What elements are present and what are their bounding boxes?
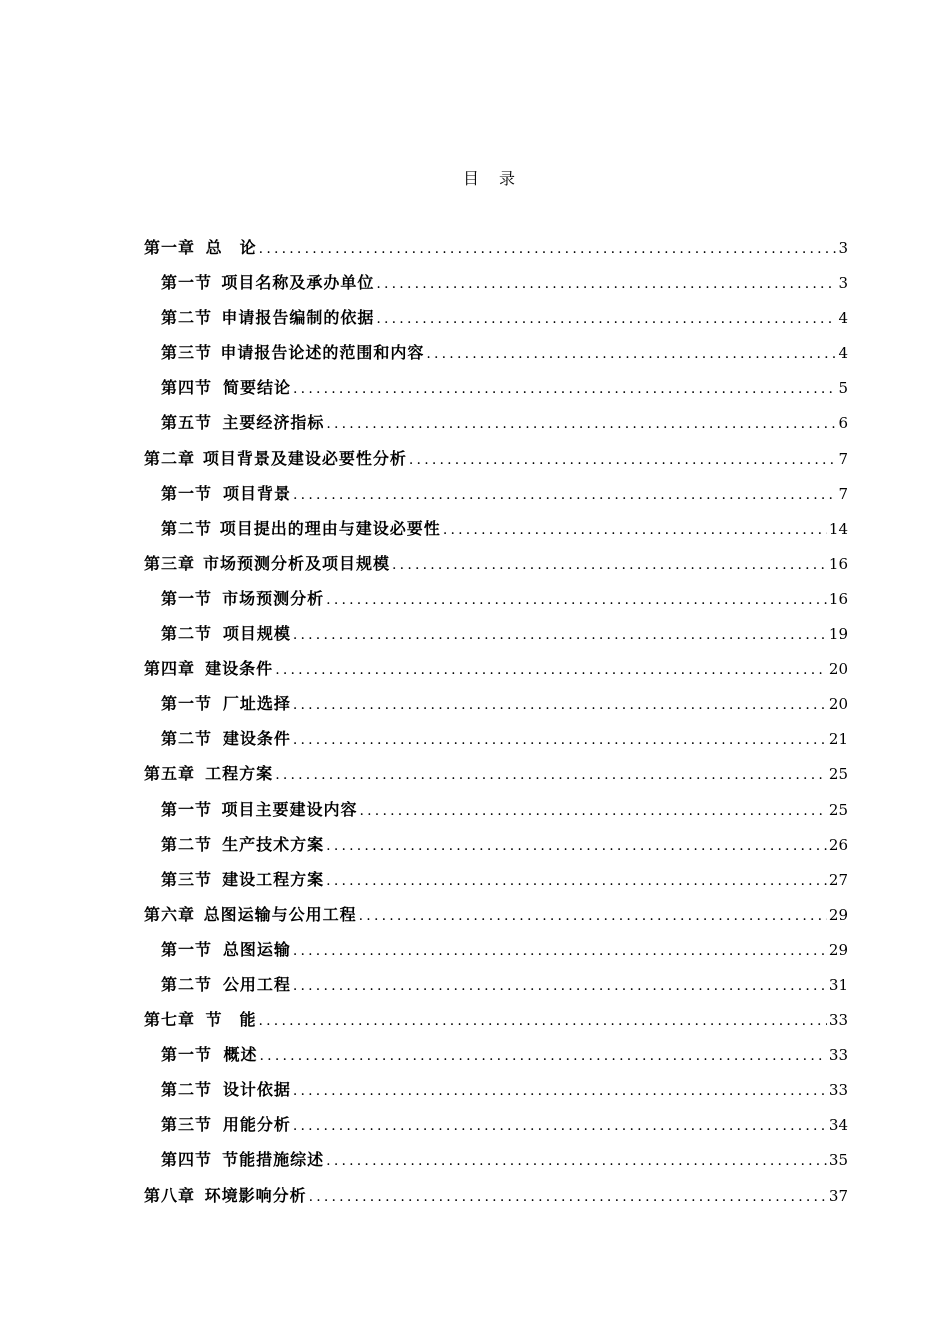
toc-entry-number: 第二节 <box>161 974 213 994</box>
toc-section-entry[interactable] <box>144 335 848 370</box>
toc-entry-number: 第一节 <box>161 273 213 293</box>
toc-page-number: 27 <box>828 870 848 889</box>
toc-entry-number: 第四节 <box>161 378 213 398</box>
toc-leader-dots <box>392 548 827 583</box>
toc-entry-number: 第七章 <box>144 1010 196 1030</box>
toc-leader-dots <box>293 478 836 513</box>
toc-entry-number: 第一节 <box>161 588 213 608</box>
toc-leader-dots <box>259 232 837 267</box>
toc-leader-dots <box>275 758 827 793</box>
toc-leader-dots <box>293 688 827 723</box>
toc-section-entry[interactable] <box>144 265 848 300</box>
toc-entry-label: 总图运输与公用工程 <box>203 904 357 924</box>
toc-page-number: 20 <box>828 660 848 679</box>
toc-entry-number: 第三章 <box>144 553 196 573</box>
toc-section-entry[interactable] <box>144 1072 848 1107</box>
toc-section-entry[interactable] <box>144 581 848 616</box>
toc-page-number: 4 <box>838 309 848 328</box>
toc-section-entry[interactable] <box>144 686 848 721</box>
toc-section-entry[interactable] <box>144 792 848 827</box>
toc-entry-number: 第二节 <box>161 308 213 328</box>
toc-leader-dots <box>326 864 827 899</box>
toc-page-number: 31 <box>828 975 848 994</box>
toc-page-number: 7 <box>838 449 848 468</box>
toc-entry-number: 第八章 <box>144 1185 196 1205</box>
toc-section-entry[interactable] <box>144 1142 848 1177</box>
toc-page-number: 4 <box>838 344 848 363</box>
toc-entry-label: 主要经济指标 <box>222 413 325 433</box>
toc-chapter-entry[interactable] <box>144 546 848 581</box>
toc-chapter-entry[interactable] <box>144 1178 848 1213</box>
toc-page-number: 14 <box>828 519 848 538</box>
toc-entry-label: 申请报告编制的依据 <box>221 308 375 328</box>
toc-entry-number: 第一节 <box>161 939 213 959</box>
toc-entry-label: 项目提出的理由与建设必要性 <box>219 518 441 538</box>
toc-entry-label: 简要结论 <box>223 378 292 398</box>
toc-entry-label: 节 能 <box>205 1010 257 1030</box>
toc-entry-label: 工程方案 <box>205 764 274 784</box>
toc-section-entry[interactable] <box>144 1037 848 1072</box>
toc-leader-dots <box>293 1074 827 1109</box>
toc-chapter-entry[interactable] <box>144 441 848 476</box>
toc-page-number: 16 <box>828 589 848 608</box>
toc-section-entry[interactable] <box>144 1107 848 1142</box>
toc-entry-label: 节能措施综述 <box>222 1150 325 1170</box>
toc-leader-dots <box>326 1144 827 1179</box>
toc-entry-number: 第一节 <box>161 483 213 503</box>
toc-section-entry[interactable] <box>144 405 848 440</box>
toc-page-number: 33 <box>828 1011 848 1030</box>
toc-entry-label: 建设工程方案 <box>222 869 325 889</box>
toc-page-number: 34 <box>828 1116 848 1135</box>
toc-leader-dots <box>359 899 827 934</box>
toc-leader-dots <box>293 723 827 758</box>
toc-entry-label: 项目背景及建设必要性分析 <box>202 448 407 468</box>
toc-entry-label: 项目规模 <box>222 624 291 644</box>
toc-entry-label: 申请报告论述的范围和内容 <box>220 343 425 363</box>
toc-entry-label: 厂址选择 <box>222 694 291 714</box>
toc-section-entry[interactable] <box>144 932 848 967</box>
toc-entry-label: 项目背景 <box>223 483 292 503</box>
toc-title: 目 录 <box>462 169 517 188</box>
toc-entry-number: 第二节 <box>161 518 213 538</box>
toc-leader-dots <box>426 337 836 372</box>
toc-entry-label: 设计依据 <box>222 1080 291 1100</box>
toc-entry-number: 第一节 <box>161 1045 213 1065</box>
toc-page-number: 29 <box>828 905 848 924</box>
toc-page-number: 6 <box>838 414 848 433</box>
toc-entry-number: 第四章 <box>144 659 196 679</box>
toc-section-entry[interactable] <box>144 721 848 756</box>
toc-entry-label: 总图运输 <box>222 939 291 959</box>
toc-page-number: 37 <box>828 1186 848 1205</box>
toc-leader-dots <box>376 267 836 302</box>
toc-entry-label: 环境影响分析 <box>204 1185 307 1205</box>
toc-section-entry[interactable] <box>144 370 848 405</box>
toc-page-number: 20 <box>828 695 848 714</box>
toc-entry-number: 第三节 <box>161 869 213 889</box>
toc-leader-dots <box>326 583 827 618</box>
toc-section-entry[interactable] <box>144 827 848 862</box>
toc-chapter-entry[interactable] <box>144 1002 848 1037</box>
toc-entry-number: 第五章 <box>144 764 196 784</box>
toc-entry-label: 市场预测分析及项目规模 <box>203 553 391 573</box>
toc-section-entry[interactable] <box>144 967 848 1002</box>
toc-entry-number: 第一节 <box>161 799 213 819</box>
toc-page-number: 25 <box>828 765 848 784</box>
toc-leader-dots <box>260 1039 827 1074</box>
toc-entry-number: 第二节 <box>161 729 213 749</box>
toc-page-number: 21 <box>828 730 848 749</box>
toc-leader-dots <box>275 653 827 688</box>
toc-leader-dots <box>409 443 837 478</box>
toc-section-entry[interactable] <box>144 862 848 897</box>
toc-entry-label: 项目名称及承办单位 <box>221 273 375 293</box>
toc-page-number: 33 <box>828 1046 848 1065</box>
toc-entry-label: 建设条件 <box>205 659 274 679</box>
toc-leader-dots <box>309 1180 827 1215</box>
toc-entry-label: 市场预测分析 <box>222 588 325 608</box>
toc-section-entry[interactable] <box>144 476 848 511</box>
toc-page-number: 33 <box>828 1081 848 1100</box>
toc-section-entry[interactable] <box>144 616 848 651</box>
toc-page-number: 16 <box>828 554 848 573</box>
toc-leader-dots <box>326 407 836 442</box>
toc-section-entry[interactable] <box>144 300 848 335</box>
toc-leader-dots <box>326 829 827 864</box>
toc-entry-label: 生产技术方案 <box>222 834 325 854</box>
toc-leader-dots <box>293 372 836 407</box>
toc-leader-dots <box>443 513 827 548</box>
toc-entry-number: 第一节 <box>161 694 213 714</box>
toc-page-number: 7 <box>838 484 848 503</box>
toc-page-number: 19 <box>828 625 848 644</box>
toc-leader-dots <box>293 934 827 969</box>
toc-entry-label: 用能分析 <box>222 1115 291 1135</box>
toc-leader-dots <box>293 1109 827 1144</box>
toc-section-entry[interactable] <box>144 511 848 546</box>
toc-list <box>144 230 848 1213</box>
toc-leader-dots <box>293 618 827 653</box>
toc-page-number: 5 <box>838 379 848 398</box>
toc-entry-number: 第二节 <box>161 834 213 854</box>
toc-chapter-entry[interactable] <box>144 756 848 791</box>
toc-page-number: 3 <box>838 239 848 257</box>
toc-entry-number: 第六章 <box>144 904 196 924</box>
toc-entry-number: 第四节 <box>161 1150 213 1170</box>
toc-page-number: 25 <box>828 800 848 819</box>
toc-page-number: 3 <box>838 274 848 293</box>
toc-leader-dots <box>360 794 827 829</box>
toc-entry-label: 总 论 <box>205 238 257 257</box>
toc-entry-label: 概述 <box>223 1045 258 1065</box>
toc-chapter-entry[interactable] <box>144 897 848 932</box>
toc-entry-label: 公用工程 <box>222 974 291 994</box>
toc-leader-dots <box>293 969 827 1004</box>
toc-entry-number: 第三节 <box>161 1115 213 1135</box>
toc-entry-number: 第三节 <box>161 343 213 363</box>
toc-entry-number: 第二节 <box>161 624 213 644</box>
toc-page-number: 29 <box>828 940 848 959</box>
toc-leader-dots <box>259 1004 827 1039</box>
toc-page-number: 26 <box>828 835 848 854</box>
toc-entry-number: 第二节 <box>161 1080 213 1100</box>
toc-entry-label: 建设条件 <box>222 729 291 749</box>
toc-entry-number: 第一章 <box>144 238 196 257</box>
toc-chapter-entry[interactable] <box>144 651 848 686</box>
toc-page-number: 35 <box>828 1151 848 1170</box>
toc-entry-number: 第五节 <box>161 413 213 433</box>
toc-leader-dots <box>376 302 836 337</box>
toc-entry-label: 项目主要建设内容 <box>221 799 358 819</box>
toc-chapter-entry[interactable] <box>144 230 848 265</box>
toc-entry-number: 第二章 <box>144 448 196 468</box>
